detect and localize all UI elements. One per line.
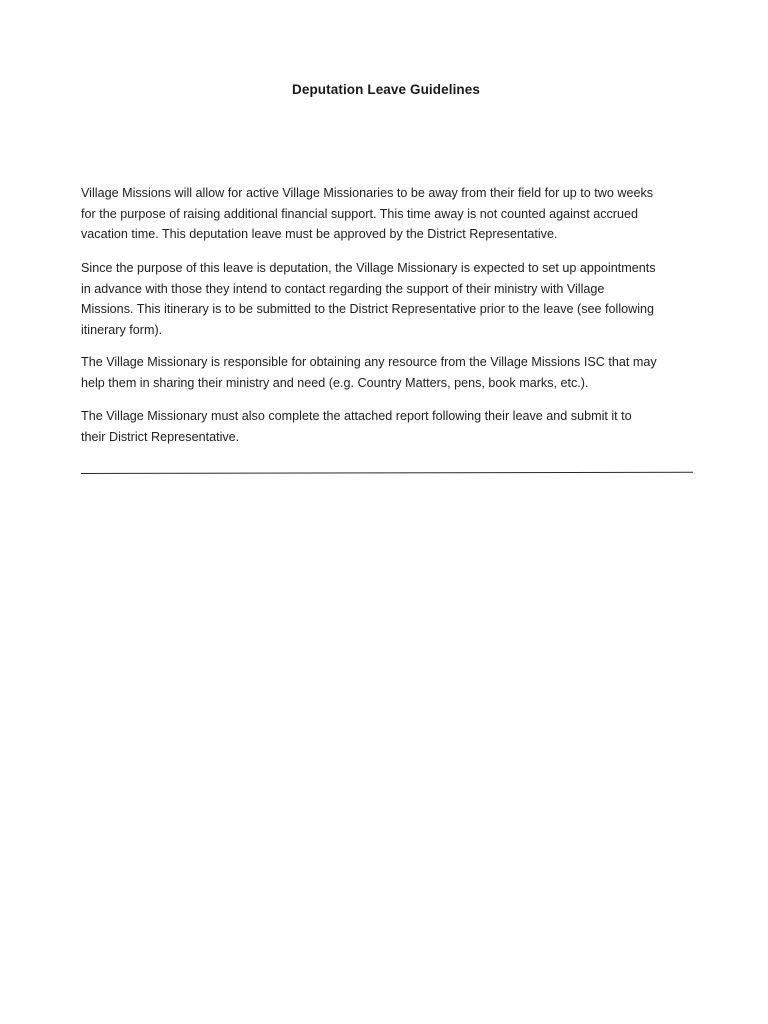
paragraph-deputation-allowance <box>81 183 701 245</box>
paragraph-resources <box>81 352 701 393</box>
paragraph-line: vacation time. This deputation leave must be approved by the District Representative. <box>81 227 558 241</box>
paragraph-line: for the purpose of raising additional financial support. This time away is not counted against accrued <box>81 206 639 221</box>
paragraph-itinerary <box>81 258 701 340</box>
paragraph-line: their District Representative. <box>81 429 240 444</box>
paragraph-line: Since the purpose of this leave is deputation, the Village Missionary is expected to set up appointments <box>81 261 656 275</box>
paragraph-line: help them in sharing their ministry and need (e.g. Country Matters, pens, book marks, etc.). <box>81 375 589 390</box>
paragraph-line: Village Missions will allow for active Village Missionaries to be away from their field for up to two weeks <box>81 186 654 200</box>
paragraph-line: in advance with those they intend to contact regarding the support of their ministry with Village <box>81 281 605 296</box>
document-title: Deputation Leave Guidelines <box>292 82 480 97</box>
paragraph-line: Missions. This itinerary is to be submitted to the District Representative prior to the leave (see following <box>81 302 655 316</box>
paragraph-line: The Village Missionary is responsible for obtaining any resource from the Village Missions ISC that may <box>81 355 657 369</box>
paragraph-line: itinerary form). <box>81 322 163 337</box>
paragraph-line: The Village Missionary must also complete the attached report following their leave and submit it to <box>81 409 632 423</box>
horizontal-divider <box>81 472 693 474</box>
paragraph-report <box>81 406 701 447</box>
